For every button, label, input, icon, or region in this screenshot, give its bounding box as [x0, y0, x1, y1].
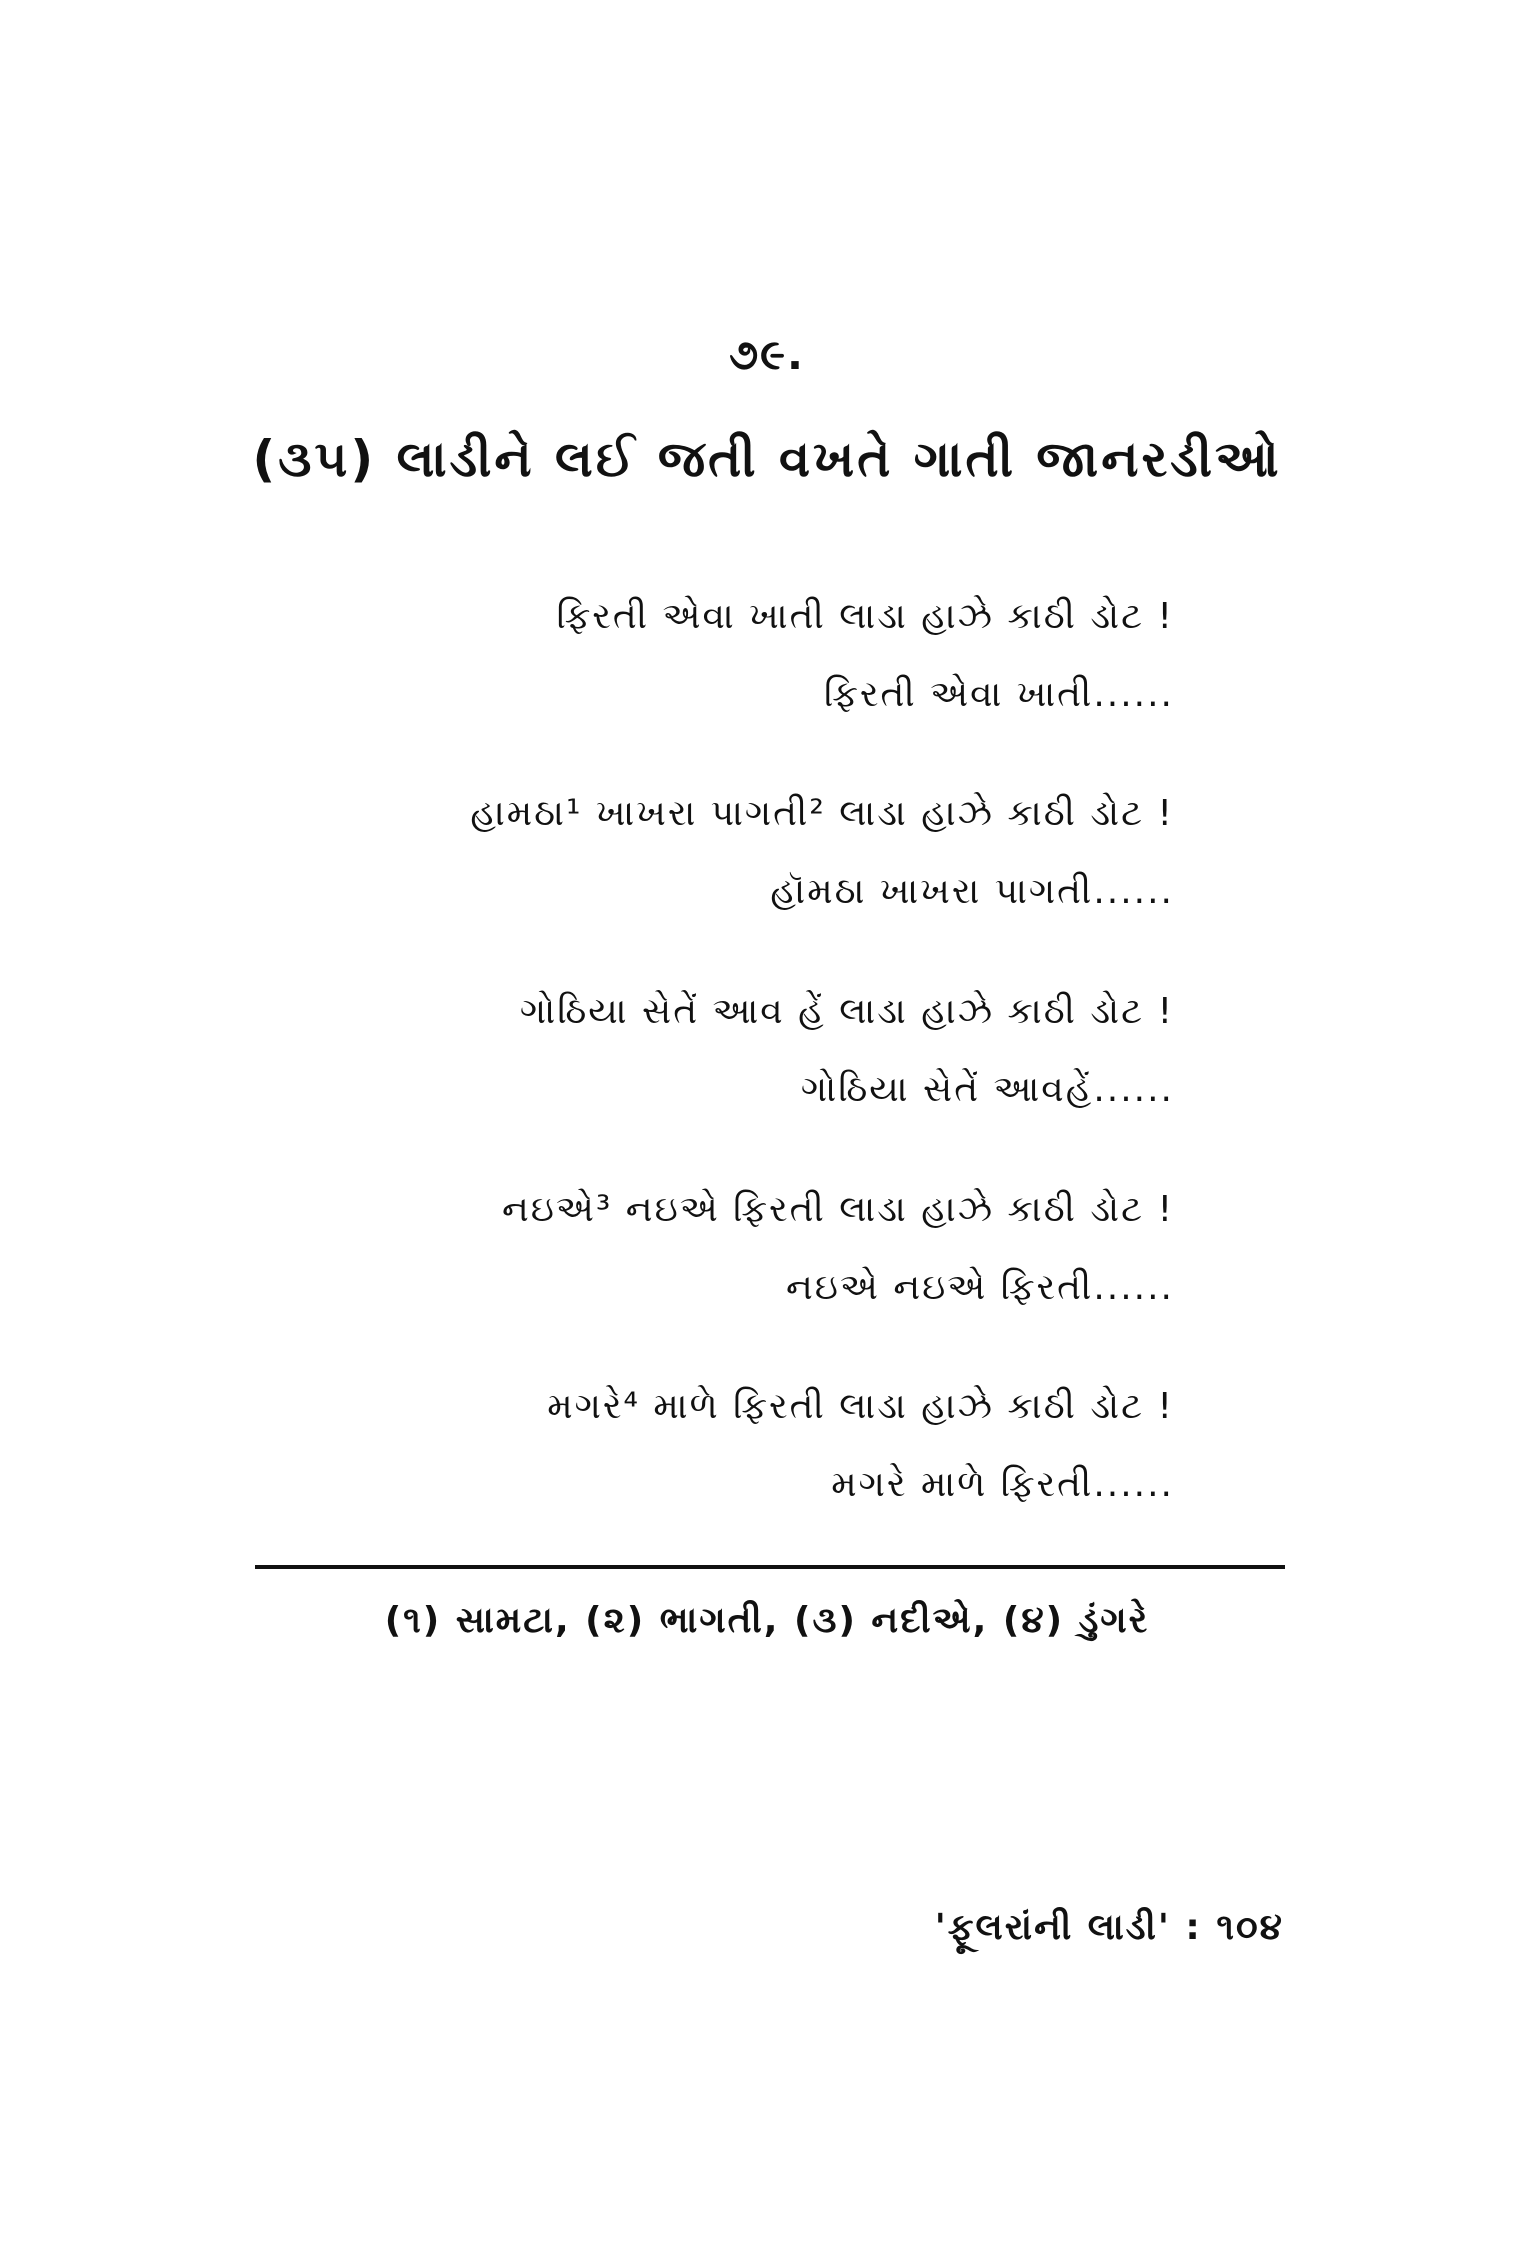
- verse-3: [274, 990, 1174, 1112]
- verse-line: હામઠા¹ ખાખરા પાગતી² લાડા હાઝે કાઠી ડોટ !: [470, 793, 1174, 834]
- verse-4: [274, 1188, 1174, 1310]
- footnote-divider: [255, 1565, 1285, 1569]
- footnotes: (૧) સામટા, (૨) ભાગતી, (૩) નદીએ, (૪) ડુંગરે: [384, 1600, 1150, 1641]
- verse-refrain: નઇએ નઇએ ફિરતી......: [785, 1267, 1174, 1308]
- verse-line: મગરે⁴ માળે ફિરતી લાડા હાઝે કાઠી ડોટ !: [547, 1386, 1174, 1427]
- verse-refrain: ફિરતી એવા ખાતી......: [824, 674, 1174, 715]
- page-number: ૭૯.: [728, 330, 805, 379]
- verse-2: [274, 792, 1174, 914]
- running-footer: 'ફૂલરાંની લાડી' : ૧૦૪: [934, 1907, 1284, 1948]
- verse-1: [274, 595, 1174, 717]
- verse-line: ફિરતી એવા ખાતી લાડા હાઝે કાઠી ડોટ !: [556, 596, 1174, 637]
- verse-line: ગોઠિયા સેતેં આવ હેં લાડા હાઝે કાઠી ડોટ !: [519, 991, 1174, 1032]
- verse-refrain: હૉમઠા ખાખરા પાગતી......: [770, 871, 1174, 912]
- verse-refrain: મગરે માળે ફિરતી......: [831, 1464, 1174, 1505]
- verse-line: નઇએ³ નઇએ ફિરતી લાડા હાઝે કાઠી ડોટ !: [501, 1189, 1174, 1230]
- verse-refrain: ગોઠિયા સેતેં આવહેં......: [800, 1069, 1174, 1110]
- verse-5: [274, 1385, 1174, 1507]
- song-title: (૩૫) લાડીને લઈ જતી વખતે ગાતી જાનરડીઓ: [252, 430, 1282, 488]
